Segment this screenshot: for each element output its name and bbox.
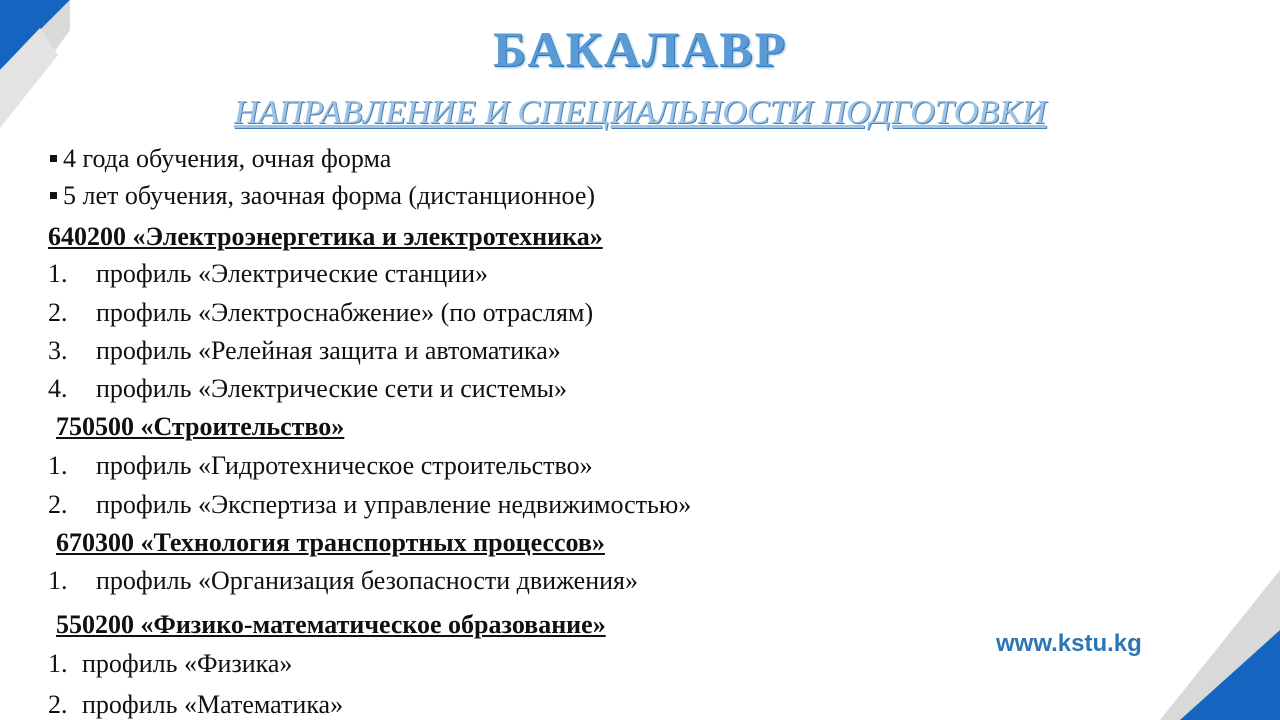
list-item: 1. профиль «Гидротехническое строительство» (48, 451, 593, 480)
bullet-icon (50, 192, 57, 199)
list-item: 4 года обучения, очная форма (50, 144, 391, 174)
list-item: 5 лет обучения, заочная форма (дистанционное) (50, 181, 595, 211)
page-title: БАКАЛАВР (492, 21, 788, 77)
list-item: 4. профиль «Электрические сети и системы» (48, 374, 568, 403)
website-link[interactable]: www.kstu.kg (996, 630, 1142, 657)
page-subtitle: НАПРАВЛЕНИЕ И СПЕЦИАЛЬНОСТИ ПОДГОТОВКИ (233, 94, 1047, 131)
list-item: 2. профиль «Математика» (48, 690, 344, 719)
list-item: 2. профиль «Экспертиза и управление недвижимостью» (48, 490, 692, 519)
list-item: 1. профиль «Электрические станции» (48, 259, 489, 288)
direction-heading: 550200 «Физико-математическое образование» (56, 610, 606, 639)
list-item: 1. профиль «Физика» (48, 649, 293, 678)
direction-heading: 640200 «Электроэнергетика и электротехника» (48, 222, 603, 251)
list-item: 3. профиль «Релейная защита и автоматика» (48, 336, 561, 365)
direction-heading: 670300 «Технология транспортных процессов» (56, 528, 605, 557)
list-item: 2. профиль «Электроснабжение» (по отраслям) (48, 298, 594, 327)
direction-heading: 750500 «Строительство» (56, 412, 345, 441)
bottom-right-corner-decoration (1160, 570, 1280, 720)
list-item: 1. профиль «Организация безопасности движения» (48, 566, 639, 595)
bullet-icon (50, 155, 57, 162)
